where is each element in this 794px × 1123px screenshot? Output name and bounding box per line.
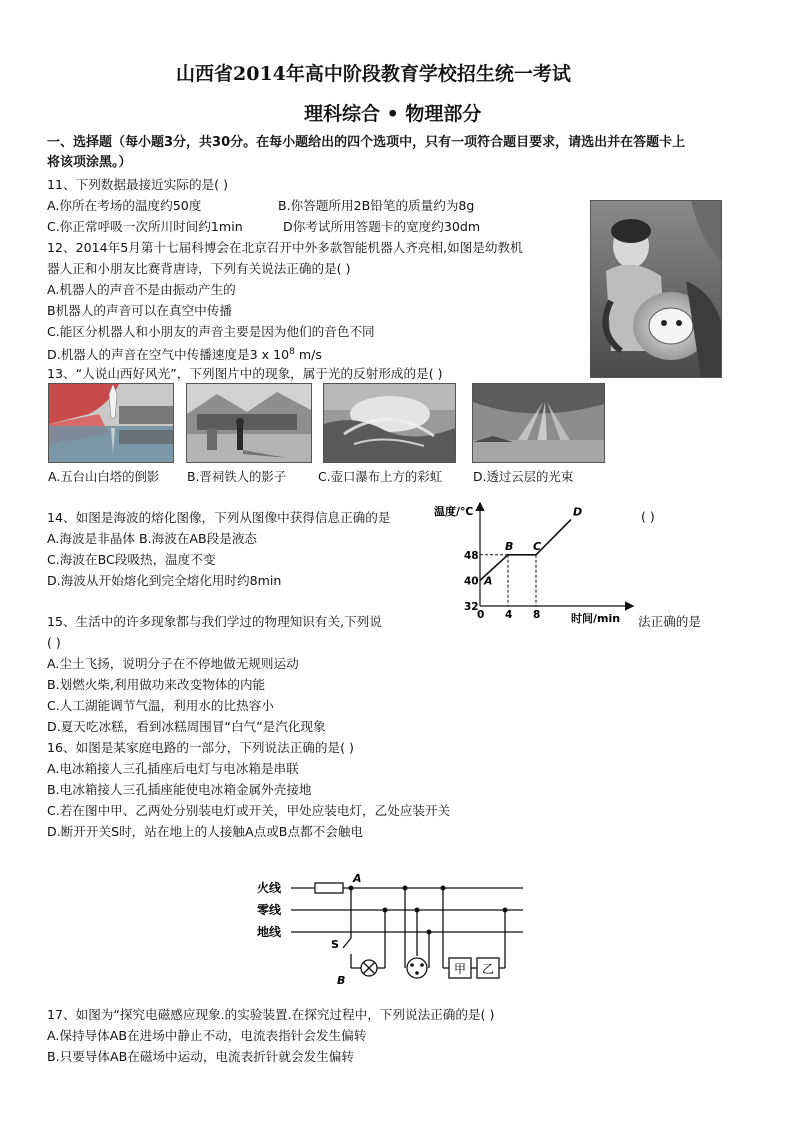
q13-stem: 13、“人说山西好风光”，下列图片中的现象，属于光的反射形成的是( ) (47, 366, 443, 381)
q13-photo-a (48, 383, 174, 463)
box-jia-label: 甲 (454, 962, 467, 976)
q12-option-c: C.能区分机器人和小朋友的声音主要是因为他们的音色不同 (47, 324, 375, 339)
q11-option-d: D你考试所用答题卡的宽度约30dm (283, 219, 481, 234)
point-b-label: B (337, 974, 346, 987)
q12-option-d-text: D.机器人的声音在空气中传播速度是3 x 10 (47, 347, 290, 363)
exam-title: 山西省2014年高中阶段教育学校招生统一考试 (176, 63, 571, 85)
chart-y-label: 温度/℃ (434, 505, 474, 518)
ground-wire-label: 地线 (257, 925, 282, 939)
exam-subtitle: 理科综合 • 物理部分 (304, 103, 482, 125)
chart-y-tick-32: 32 (464, 601, 479, 613)
q14-paren: ( ) (641, 509, 655, 524)
q17-option-b: B.只要导体AB在磁场中运动，电流表折针就会发生偏转 (47, 1049, 354, 1064)
q16-stem: 16、如图是某家庭电路的一部分，下列说法正确的是( ) (47, 740, 354, 755)
chart-x-tick-4: 4 (505, 609, 513, 621)
q12-stem-line2: 器人正和小朋友比赛背唐诗，下列有关说法正确的是( ) (47, 261, 351, 276)
section-heading-line2: 将该项涂黑。） (47, 155, 132, 170)
q14-option-d: D.海波从开始熔化到完全熔化用时约8min (47, 573, 282, 588)
point-a-label: A (353, 872, 362, 885)
q13-caption-d: D.透过云层的光束 (473, 469, 574, 484)
q14-stem: 14、如图是海波的熔化图像，下列从图像中获得信息正确的是 (47, 510, 391, 525)
q11-option-a: A.你所在考场的温度约50度 (47, 198, 202, 213)
fuse-symbol (315, 883, 343, 893)
q15-option-d: D.夏天吃冰糕，看到冰糕周围冒“白气”是汽化现象 (47, 719, 326, 734)
chart-point-label-c: C (533, 539, 542, 553)
q15-stem-left: 15、生活中的许多现象都与我们学过的物理知识有关,下列说 (47, 614, 382, 629)
q12-option-d-exponent: 8 (289, 347, 295, 357)
chart-point-label-a: A (484, 574, 493, 588)
q15-option-a: A.尘土飞扬，说明分子在不停地做无规则运动 (47, 656, 299, 671)
q13-photo-c (323, 383, 456, 463)
q16-option-a: A.电冰箱接人三孔插座后电灯与电冰箱是串联 (47, 761, 299, 776)
q12-option-d-unit: m/s (294, 347, 322, 363)
q11-stem: 11、下列数据最接近实际的是( ) (47, 177, 228, 192)
q16-option-d: D.断开开关S时，站在地上的人接触A点或B点都不会触电 (47, 824, 364, 839)
q13-caption-a: A.五台山白塔的倒影 (48, 469, 160, 484)
q12-stem-line1: 12、2014年5月第十七届科博会在北京召开中外多款智能机器人齐亮相,如图是幼教机 (47, 240, 523, 255)
chart-y-tick-40: 40 (464, 575, 479, 588)
section-heading-line1: 一、选择题（每小题3分，共30分。在每小题给出的四个选项中，只有一项符合题目要求，请选出并在答题卡上 (47, 135, 686, 150)
chart-x-tick-8: 8 (533, 609, 541, 621)
q16-option-c: C.若在图中甲、乙两处分别装电灯或开关，甲处应装电灯，乙处应装开关 (47, 803, 451, 818)
chart-point-label-d: D (573, 505, 583, 519)
q13-photo-d (472, 383, 605, 463)
household-circuit-diagram (255, 868, 530, 988)
q11-option-c: C.你正常呼吸一次所川时间约1min (47, 219, 243, 234)
chart-y-tick-48: 48 (464, 549, 479, 562)
switch-s-label: S (331, 938, 339, 951)
live-wire-label: 火线 (257, 881, 282, 895)
q16-option-b: B.电冰箱接人三孔插座能使电冰箱金属外壳接地 (47, 782, 312, 797)
q13-caption-c: C.壶口瀑布上方的彩虹 (318, 469, 443, 484)
chart-point-label-b: B (505, 539, 514, 553)
q17-stem: 17、如图为“探究电磁感应现象.的实验装置.在探究过程中，下列说法正确的是( ) (47, 1007, 495, 1022)
q15-option-c: C.人工湖能调节气温，利用水的比热容小 (47, 698, 274, 713)
q15-stem-right: 法正确的是 (638, 614, 701, 629)
q17-option-a: A.保持导体AB在进场中静止不动，电流表指针会发生偏转 (47, 1028, 367, 1043)
q12-option-a: A.机器人的声音不是由振动产生的 (47, 282, 236, 297)
three-hole-socket-symbol (407, 958, 427, 978)
neutral-wire-label: 零线 (257, 903, 282, 917)
chart-x-label: 时间/min (571, 612, 621, 625)
q13-photo-b (186, 383, 312, 463)
q12-option-d (47, 344, 322, 363)
q12-robot-photo (590, 200, 722, 378)
q12-option-b: B机器人的声音可以在真空中传播 (47, 303, 232, 318)
box-yi-label: 乙 (482, 962, 495, 976)
q13-caption-b: B.晋祠铁人的影子 (187, 469, 287, 484)
q15-paren: ( ) (47, 635, 61, 650)
q14-option-ab: A.海波是非晶体 B.海波在AB段是液态 (47, 531, 258, 546)
chart-series-line (480, 520, 571, 581)
q11-option-b: B.你答题所用2B铅笔的质量约为8g (278, 198, 475, 213)
melting-chart (432, 498, 637, 628)
chart-x-tick-0: 0 (477, 609, 485, 621)
q15-option-b: B.划燃火柴,利用做功来改变物体的内能 (47, 677, 266, 692)
q14-option-c: C.海波在BC段吸热，温度不变 (47, 552, 216, 567)
